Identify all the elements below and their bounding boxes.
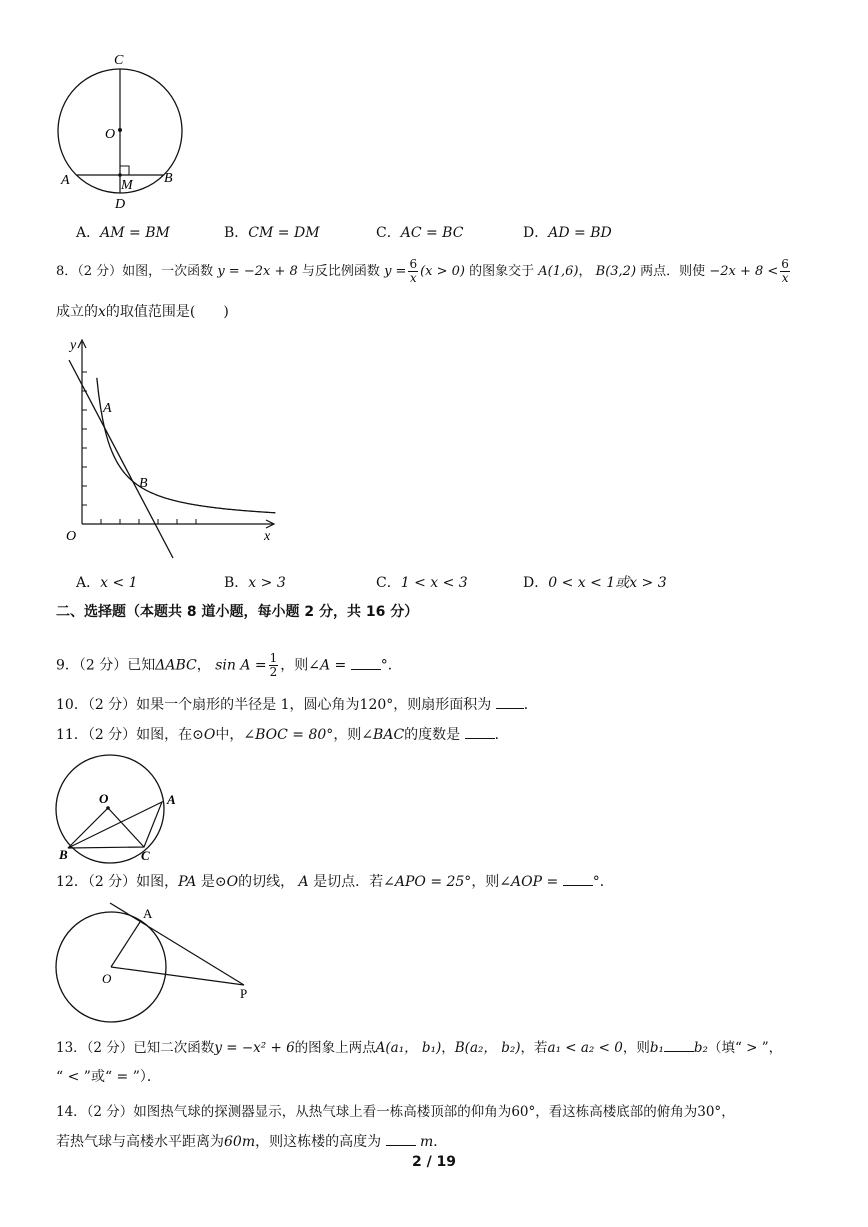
label-p: P [240, 986, 248, 1001]
q9-end: °． [380, 657, 402, 674]
q13-fill-hint: （填“ > ”， [707, 1040, 783, 1056]
frac-num: 6 [781, 257, 789, 271]
q8-option-a[interactable] [76, 572, 138, 592]
segment-op [111, 967, 244, 985]
q9-prefix: 9．（2 分）已知 [56, 657, 156, 674]
q12-answer-blank[interactable] [563, 871, 593, 886]
q12-pa: PA [178, 874, 197, 890]
q13-mid: 的图象上两点 [294, 1040, 376, 1056]
q13-condition: a₁ < a₂ < 0 [547, 1040, 623, 1056]
q13-b2: b₂ [693, 1040, 708, 1056]
q10-end: ． [523, 697, 538, 713]
q9-sin: sin A = [215, 657, 267, 674]
section-heading: 二、选择题（本题共 8 道小题，每小题 2 分，共 16 分） [56, 604, 419, 620]
q10-degree: 120° [359, 697, 394, 713]
q11-answer-blank[interactable] [465, 724, 495, 739]
q14-depression: 30° [697, 1104, 722, 1120]
inscribed-angle-figure [50, 752, 190, 864]
label-m: M [121, 178, 133, 193]
q8-recip-lhs: y = [384, 264, 407, 279]
q12-end: °． [592, 874, 614, 890]
q14-stem-line2 [56, 1131, 447, 1152]
q11-condition: ∠BOC = 80° [243, 727, 334, 743]
option-expr: AM = BM [100, 225, 170, 241]
q12-prefix: 12．（2 分）如图， [56, 874, 179, 890]
q14-text-c: ， [721, 1104, 735, 1120]
option-key: A． [76, 575, 101, 591]
q10-answer-blank[interactable] [496, 694, 524, 709]
q8-line2-tail: 的取值范围是( ) [105, 304, 229, 320]
label-b: B [59, 847, 68, 862]
point-m [118, 173, 122, 177]
option-key: D． [523, 575, 549, 591]
frac-num: 1 [269, 651, 278, 665]
q11-stem [56, 724, 509, 745]
q12-then: ，则 [471, 874, 500, 890]
q12-a: A [298, 874, 309, 890]
frac-num: 6 [409, 257, 418, 271]
q12-tangent: 的切线， [238, 874, 295, 890]
point-o [118, 128, 122, 132]
q7-option-b[interactable] [224, 222, 320, 242]
option-key: D． [523, 225, 549, 241]
q8-fraction [408, 258, 418, 285]
q12-point: 是切点．若 [313, 874, 384, 890]
q13-function: y = −x² + 6 [214, 1040, 295, 1056]
q14-text-b: ，看这栋高楼底部的俯角为 [535, 1104, 698, 1120]
q12-ask: ∠AOP = [499, 874, 559, 890]
q12-stem [56, 871, 614, 892]
q11-prefix: 11．（2 分）如图，在 [56, 727, 193, 743]
q14-text-e: ，则这栋楼的高度为 [255, 1134, 382, 1150]
q8-inequality: −2x + 8 < [709, 264, 779, 279]
q13-point-b: B(a₂， b₂) [454, 1040, 521, 1056]
tangent-figure [50, 900, 265, 1028]
q8-cond: (x > 0) [420, 264, 465, 279]
option-key: C． [376, 225, 401, 241]
q13-b1: b₁ [649, 1040, 664, 1056]
q8-stem-line2 [56, 302, 229, 322]
label-a: A [61, 173, 70, 188]
q7-option-c[interactable] [376, 222, 463, 242]
point-o [106, 806, 110, 810]
page-number: 2 / 19 [411, 1154, 457, 1170]
linear-function-line [69, 360, 173, 558]
frac-den: x [781, 271, 789, 285]
q14-answer-blank[interactable] [386, 1131, 416, 1146]
option-key: A． [76, 225, 101, 241]
q12-condition: ∠APO = 25° [383, 874, 472, 890]
q14-distance: 60m [224, 1134, 256, 1150]
q8-option-c[interactable] [376, 572, 468, 592]
label-c: C [114, 53, 124, 68]
label-a: A [167, 792, 176, 807]
q8-option-d[interactable] [523, 572, 667, 592]
label-a: A [103, 401, 112, 416]
option-expr: CM = DM [248, 225, 320, 241]
label-o: O [102, 971, 112, 986]
q11-tail: ，则 [333, 727, 362, 743]
q13-then: ，则 [622, 1040, 650, 1056]
option-expr: AC = BC [400, 225, 464, 241]
q13-stem-line2: “ < ”或“ = ”）． [56, 1069, 161, 1085]
x-axis-ticks [101, 519, 196, 524]
q10-tail: ，则扇形面积为 [393, 697, 492, 713]
q8-fraction-2 [780, 258, 790, 285]
q12-circle: ⊙O [214, 874, 239, 890]
q11-end: ． [494, 727, 509, 743]
q10-stem [56, 694, 538, 715]
label-a: A [143, 906, 153, 921]
q14-text-a: 14．（2 分）如图热气球的探测器显示，从热气球上看一栋高楼顶部的仰角为 [56, 1104, 512, 1120]
q7-option-a[interactable] [76, 222, 170, 242]
option-expr: 0 < x < 1或x > 3 [548, 575, 667, 591]
q8-prefix: 8．（2 分）如图，一次函数 [56, 264, 214, 279]
q8-line2-var: x [98, 304, 106, 320]
tangent-pa [110, 903, 244, 985]
radius-oa [111, 922, 140, 967]
q13-if: ，若 [520, 1040, 548, 1056]
q8-mid: 与反比例函数 [301, 264, 380, 279]
q9-answer-blank[interactable] [351, 655, 381, 670]
function-graph-figure [55, 332, 285, 562]
q9-fraction [269, 652, 279, 679]
q8-point-b: B(3,2) [595, 264, 637, 279]
label-o: O [99, 791, 109, 806]
q9-stem [56, 652, 402, 679]
option-key: B． [224, 575, 249, 591]
q14-unit: m [420, 1134, 434, 1150]
q9-comma: ， [196, 657, 211, 674]
q9-triangle: ΔABC [155, 657, 197, 674]
q8-line2: 成立的 [56, 304, 98, 320]
q8-linear-func: y = −2x + 8 [217, 264, 298, 279]
option-expr: AD = BD [548, 225, 612, 241]
label-x: x [264, 529, 271, 544]
q11-circle: ⊙O [192, 727, 216, 743]
q13-point-a: A(a₁， b₁) [375, 1040, 442, 1056]
triangle-abc [68, 802, 162, 848]
label-y: y [70, 338, 77, 353]
q12-is: 是 [200, 874, 215, 890]
label-b: B [164, 171, 173, 186]
q13-prefix: 13．（2 分）已知二次函数 [56, 1040, 215, 1056]
option-expr: x < 1 [100, 575, 138, 591]
q7-option-d[interactable] [523, 222, 612, 242]
q13-comma: ， [441, 1040, 455, 1056]
label-d: D [115, 197, 126, 212]
q8-stem-line1 [56, 258, 792, 285]
q8-after: 的图象交于 [469, 264, 535, 279]
option-expr: x > 3 [248, 575, 286, 591]
label-c: C [141, 848, 150, 863]
label-o: O [66, 529, 77, 544]
q8-option-b[interactable] [224, 572, 286, 592]
option-key: B． [224, 225, 249, 241]
right-angle-mark [120, 166, 129, 175]
label-o: O [105, 127, 116, 142]
label-b: B [139, 476, 148, 491]
circle-diameter-figure [50, 48, 190, 213]
q14-stem-line1 [56, 1102, 735, 1122]
frac-den: x [409, 271, 417, 285]
q8-comma: ， [578, 264, 592, 279]
frac-den: 2 [269, 665, 278, 679]
q8-point-a: A(1,6) [538, 264, 579, 279]
option-key: C． [376, 575, 401, 591]
q14-text-d: 若热气球与高楼水平距离为 [56, 1134, 224, 1150]
q11-ask: ∠BAC [361, 727, 405, 743]
hyperbola-curve [97, 378, 276, 513]
q8-tail: 两点．则使 [640, 264, 706, 279]
q14-end: ． [433, 1134, 448, 1150]
q11-tail2: 的度数是 [404, 727, 461, 743]
q9-then: ，则 [280, 657, 309, 674]
q10-prefix: 10．（2 分）如果一个扇形的半径是 1，圆心角为 [56, 697, 360, 713]
q13-answer-blank[interactable] [664, 1037, 694, 1052]
q14-elevation: 60° [511, 1104, 536, 1120]
q9-angle: ∠A = [308, 657, 347, 674]
q13-stem-line1 [56, 1037, 782, 1058]
q11-mid: 中， [215, 727, 244, 743]
option-expr: 1 < x < 3 [400, 575, 468, 591]
